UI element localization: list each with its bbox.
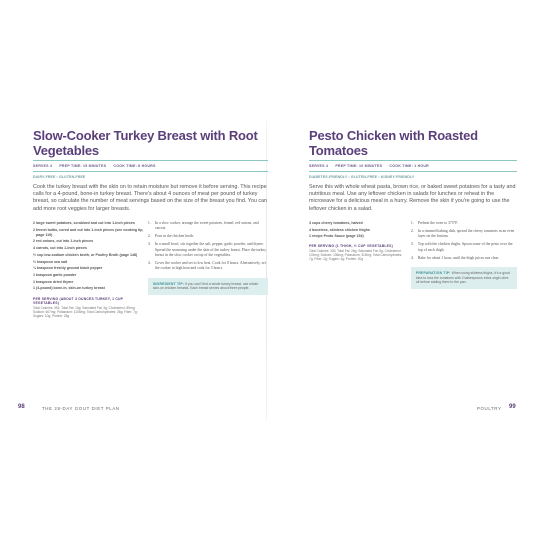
prep-time: PREP TIME: 10 MINUTES bbox=[335, 164, 383, 168]
meta-rule bbox=[33, 171, 268, 172]
ingredient: 4 boneless, skinless chicken thighs bbox=[309, 227, 370, 232]
nutrition-facts-right: Total Calories: 330; Total Fat: 26g; Saturated Fat: 5g; Cholesterol: 103mg; Sodium: 136mg; Potassium: 318mg; Total Carbohydrates: 7g; Fiber: 2g; Sugars: 4g; Protein: 20g bbox=[309, 249, 403, 262]
ingredients-left bbox=[33, 221, 148, 319]
step-number: 4. bbox=[410, 255, 414, 260]
step-number: 1. bbox=[410, 220, 414, 225]
chapter-folio: POULTRY bbox=[477, 406, 502, 411]
ingredient: 4 carrots, cut into 1-inch pieces bbox=[33, 246, 87, 251]
directions-left bbox=[148, 221, 268, 319]
step-text: Pour in the chicken broth. bbox=[154, 234, 195, 239]
nutrition-facts-left: Total Calories: 351; Total Fat: 10g; Saturated Fat: 3g; Cholesterol: 89mg; Sodium: 607mg; Potassium: 1106mg; Total Carbohydrates: 35g; Fiber: 7g; Sugars: 10g; Protein: 28g bbox=[33, 305, 138, 319]
directions-right bbox=[411, 221, 517, 289]
title-rule bbox=[33, 160, 268, 161]
recipe-meta-left bbox=[33, 163, 268, 169]
direction-step bbox=[148, 221, 268, 232]
page-number-right: 99 bbox=[509, 404, 516, 410]
cook-time: COOK TIME: 1 HOUR bbox=[389, 164, 429, 168]
direction-step bbox=[411, 242, 517, 253]
ingredient-tip-box bbox=[148, 278, 268, 295]
servings: SERVES 4 bbox=[309, 164, 329, 168]
nutrition-heading-left: PER SERVING (ABOUT 3 OUNCES TURKEY, 1 CUP VEGETABLES) bbox=[33, 296, 124, 306]
ingredient: ½ teaspoon sea salt bbox=[33, 259, 68, 264]
step-text: In a rimmed baking dish, spread the cherry tomatoes in an even layer on the bottom. bbox=[417, 228, 515, 239]
ingredients-right bbox=[309, 221, 411, 289]
tip-label: PREPARATION TIP: bbox=[415, 271, 451, 276]
direction-step bbox=[411, 229, 517, 240]
ingredient: 2 large sweet potatoes, scrubbed and cut into 1-inch pieces bbox=[33, 220, 135, 225]
book-title-folio: THE 28-DAY GOUT DIET PLAN bbox=[42, 406, 120, 411]
step-text: In a small bowl, stir together the salt, pepper, garlic powder, and thyme. Spread the seasoning under the skin of the turkey breast. Place the turkey breast in the slow cooker on top of the vegetables. bbox=[154, 242, 267, 258]
title-rule bbox=[309, 160, 517, 161]
step-text: Cover the cooker and set to low heat. Cook for 8 hours. Alternatively, set the cooker to high heat and cook for 5 hours. bbox=[154, 261, 266, 271]
page-number-left: 98 bbox=[18, 404, 25, 410]
ingredient: ¼ teaspoon freshly ground black pepper bbox=[33, 266, 103, 271]
step-text: Top with the chicken thighs. Spoon some of the pesto over the top of each thigh. bbox=[417, 242, 513, 252]
tip-text: If you can't find a whole turkey breast, use whole skin-on chicken breasts. Each breast serves about three people. bbox=[152, 281, 259, 291]
diet-tags-right: DIABETES-FRIENDLY • GLUTEN-FREE • KIDNEY-FRIENDLY bbox=[309, 175, 415, 179]
right-page bbox=[309, 128, 517, 289]
step-text: Bake for about 1 hour, until the thigh juices run clear. bbox=[417, 255, 500, 260]
direction-step bbox=[411, 256, 517, 261]
direction-step bbox=[148, 261, 268, 272]
ingredient: 1 recipe Pesto Sauce (page 154) bbox=[309, 234, 364, 239]
recipe-title-left: Slow-Cooker Turkey Breast with Root Vegetables bbox=[33, 128, 258, 158]
step-number: 4. bbox=[147, 261, 151, 266]
servings: SERVES 4 bbox=[33, 164, 53, 168]
recipe-intro-left: Cook the turkey breast with the skin on to retain moisture but remove it before serving. This recipe calls for a 4-pound, bone-in turkey breast. There's about 4 ounces of meat per pound of turkey breast, so calculate the number of meat servings based on the size of the breast you find. You can add more root veggies for larger breasts. bbox=[33, 184, 268, 212]
ingredient: 1 teaspoon dried thyme bbox=[33, 279, 74, 284]
direction-step bbox=[148, 234, 268, 239]
step-number: 1. bbox=[147, 220, 151, 225]
recipe-body-left bbox=[33, 221, 268, 319]
left-page bbox=[33, 128, 268, 318]
ingredient: 1 (4-pound) bone-in, skin-on turkey breast bbox=[33, 286, 105, 291]
recipe-intro-right: Serve this with whole wheat pasta, brown rice, or baked sweet potatoes for a tasty and nutritious meal. Use any leftover chicken in salads for lunches or reheat in the microwave for a delicious meal in a hurry. Remove the skin if you're going to use the leftover chicken in a salad. bbox=[309, 184, 516, 212]
recipe-meta-right bbox=[309, 163, 517, 169]
step-number: 3. bbox=[147, 242, 151, 247]
diet-tags-left: DAIRY-FREE • GLUTEN-FREE bbox=[33, 175, 86, 179]
ingredient: 3 cups cherry tomatoes, halved bbox=[309, 220, 363, 225]
tip-label: INGREDIENT TIP: bbox=[152, 281, 185, 286]
step-text: Preheat the oven to 375°F. bbox=[417, 220, 459, 225]
recipe-title-right: Pesto Chicken with Roasted Tomatoes bbox=[309, 128, 478, 158]
step-number: 2. bbox=[410, 228, 414, 233]
preparation-tip-box bbox=[411, 267, 517, 289]
meta-rule bbox=[309, 171, 517, 172]
step-text: In a slow cooker, arrange the sweet potatoes, fennel, red onions, and carrots. bbox=[154, 220, 259, 231]
ingredient: 1 teaspoon garlic powder bbox=[33, 272, 77, 277]
ingredient: 2 red onions, cut into 1-inch pieces bbox=[33, 239, 94, 244]
direction-step bbox=[411, 221, 517, 226]
ingredient: 2 fennel bulbs, cored and cut into 1-inch pieces (see cooking tip, page 119) bbox=[33, 227, 144, 237]
recipe-body-right bbox=[309, 221, 517, 289]
direction-step bbox=[148, 242, 268, 258]
nutrition-heading-right: PER SERVING (1 THIGH, ½ CUP VEGETABLES) bbox=[309, 244, 393, 249]
step-number: 2. bbox=[147, 234, 151, 239]
cook-time: COOK TIME: 8 HOURS bbox=[113, 164, 156, 168]
ingredient: ½ cup low-sodium chicken broth, or Poultry Broth (page 148) bbox=[33, 252, 138, 257]
tip-text: When using skinless thighs, it's a good idea to toss the tomatoes with 2 tablespoons extra-virgin olive oil before adding them to the pan. bbox=[415, 271, 510, 285]
prep-time: PREP TIME: 15 MINUTES bbox=[59, 164, 107, 168]
step-number: 3. bbox=[410, 242, 414, 247]
